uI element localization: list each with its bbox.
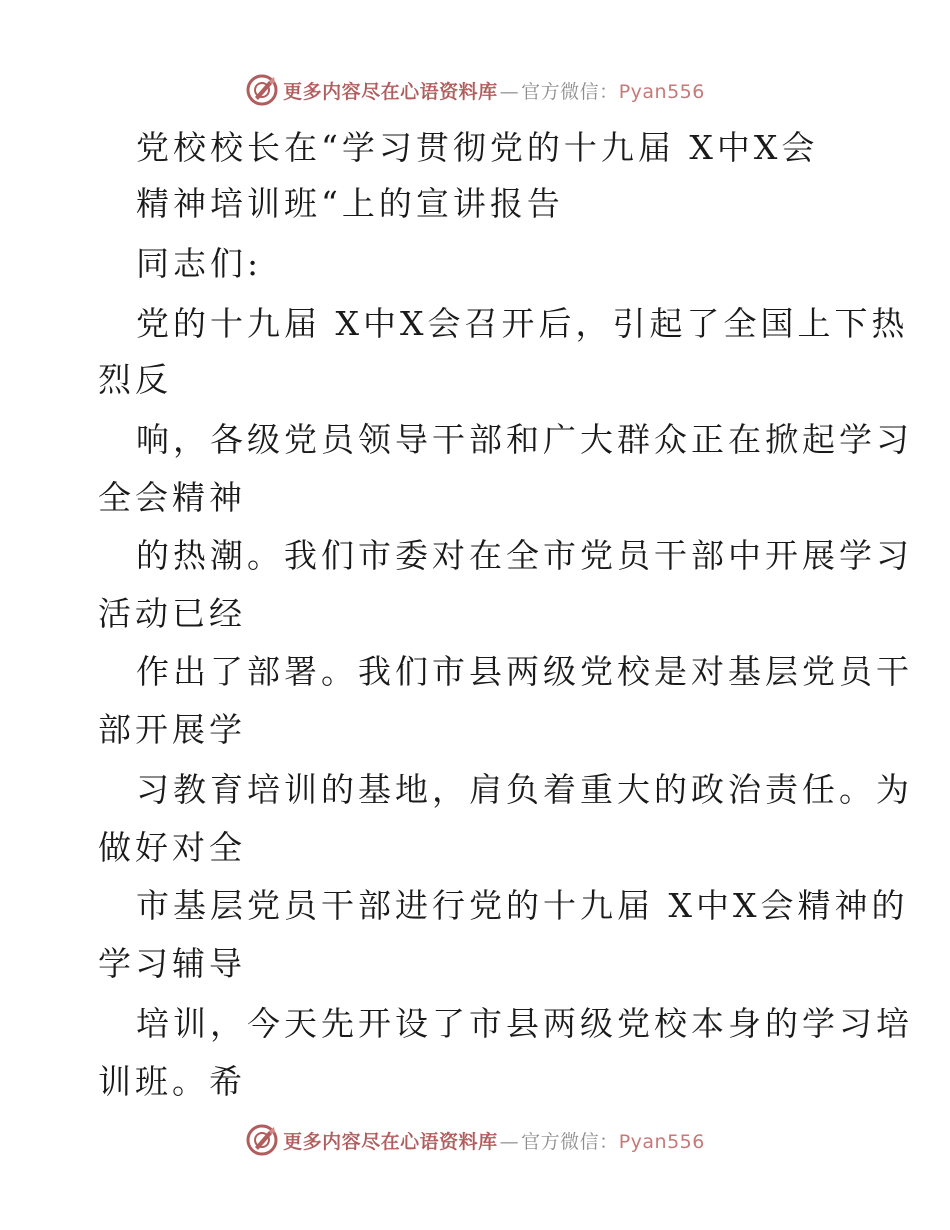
paragraph-line: 习教育培训的基地，肩负着重大的政治责任。为 [136,770,913,809]
paragraph-line: 的热潮。我们市委对在全市党员干部中开展学习 [136,536,913,575]
watermark-label: 官方微信： [521,1130,619,1153]
paragraph-line: 做好对全 [98,828,246,867]
watermark-logo-icon [245,73,279,107]
watermark-separator: — [499,80,520,103]
paragraph-line: 培训，今天先开设了市县两级党校本身的学习培 [136,1004,913,1043]
watermark-id: Pyan556 [618,80,705,103]
watermark-logo-icon [245,1123,279,1157]
watermark-name: 更多内容尽在心语资料库 [283,80,498,103]
footer-watermark [0,1120,950,1160]
watermark-text [283,77,705,104]
paragraph-line: 市基层党员干部进行党的十九届 X中X会精神的 [136,886,909,925]
watermark-name: 更多内容尽在心语资料库 [283,1130,498,1153]
paragraph-line: 全会精神 [98,478,246,517]
document-title-line-1: 党校校长在“学习贯彻党的十九届 X中X会 [136,128,819,167]
document-title-line-2: 精神培训班“上的宣讲报告 [136,184,564,223]
paragraph-line: 训班。希 [98,1062,246,1101]
paragraph-line: 烈反 [98,360,172,399]
watermark-id: Pyan556 [618,1130,705,1153]
paragraph-line: 党的十九届 X中X会召开后，引起了全国上下热 [136,304,909,343]
watermark-separator: — [499,1130,520,1153]
paragraph-line: 响，各级党员领导干部和广大群众正在掀起学习 [136,420,913,459]
document-salutation: 同志们: [136,244,263,283]
watermark-text [283,1127,705,1154]
paragraph-line: 部开展学 [98,710,246,749]
watermark-label: 官方微信： [521,80,619,103]
paragraph-line: 作出了部署。我们市县两级党校是对基层党员干 [136,652,913,691]
header-watermark [0,70,950,110]
paragraph-line: 活动已经 [98,594,246,633]
paragraph-line: 学习辅导 [98,944,246,983]
